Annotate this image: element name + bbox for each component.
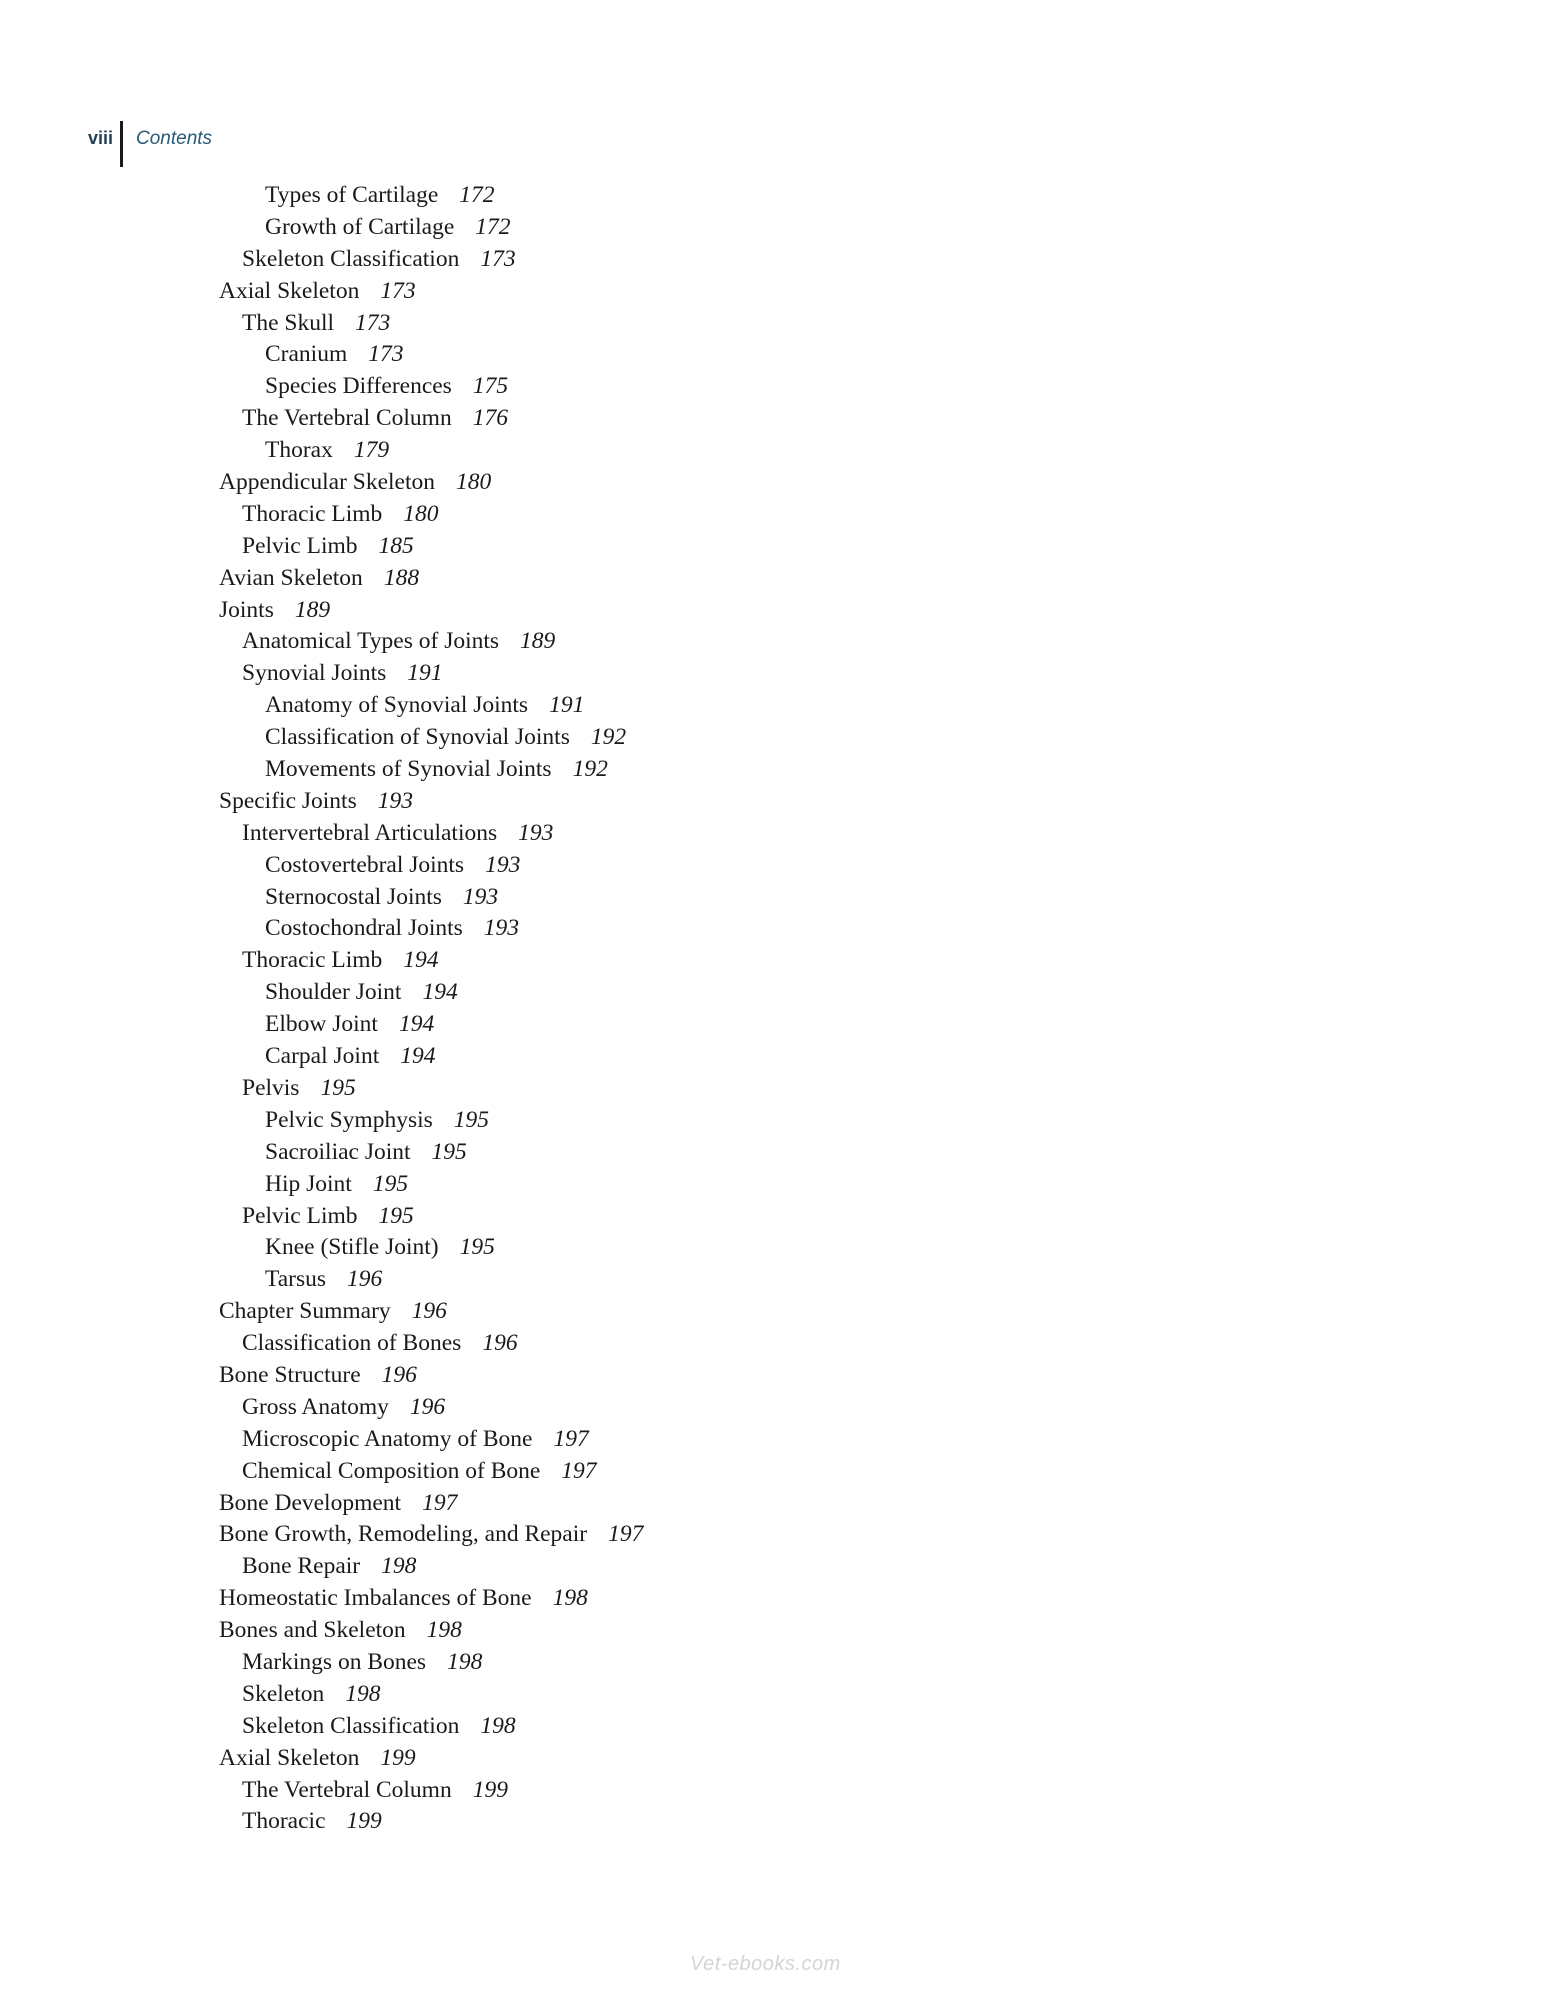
toc-entry[interactable] [219,371,643,403]
toc-entry-page-number: 192 [590,724,627,751]
toc-entry-title: Pelvis [242,1074,300,1101]
toc-entry[interactable] [219,1264,643,1296]
toc-entry-title: Growth of Cartilage [265,213,455,240]
toc-entry-page-number: 197 [422,1489,458,1516]
toc-entry[interactable] [219,467,643,499]
toc-entry-page-number: 188 [383,564,420,591]
toc-entry[interactable] [219,690,643,722]
toc-entry[interactable] [219,786,643,818]
toc-entry-title: Bone Structure [219,1361,361,1388]
toc-entry-page-number: 197 [608,1521,644,1548]
toc-entry-title: Tarsus [265,1266,327,1293]
toc-entry[interactable] [219,977,643,1009]
toc-entry[interactable] [219,595,643,627]
toc-entry-page-number: 199 [380,1744,416,1771]
toc-entry-title: Classification of Bones [242,1330,462,1357]
toc-entry-page-number: 172 [459,182,495,208]
toc-entry[interactable] [219,1679,643,1711]
toc-entry[interactable] [219,1169,643,1201]
toc-entry-page-number: 194 [403,947,439,974]
toc-entry-page-number: 173 [480,245,516,272]
toc-entry-page-number: 175 [472,373,509,400]
toc-entry-page-number: 179 [353,437,390,464]
toc-entry-title: Thoracic Limb [242,500,383,527]
toc-entry-page-number: 196 [347,1266,383,1293]
toc-entry-title: Markings on Bones [242,1648,427,1675]
toc-entry[interactable] [219,1328,643,1360]
toc-entry-title: Movements of Synovial Joints [265,756,552,783]
toc-entry[interactable] [219,722,643,754]
toc-entry-title: The Vertebral Column [242,1776,452,1803]
toc-entry-page-number: 194 [400,1043,436,1070]
toc-entry[interactable] [219,1456,643,1488]
toc-entry[interactable] [219,1009,643,1041]
toc-entry[interactable] [219,435,643,467]
toc-entry[interactable] [219,1519,643,1551]
toc-entry-page-number: 192 [572,756,608,783]
toc-entry[interactable] [219,1775,643,1807]
toc-entry-title: Intervertebral Articulations [242,819,498,846]
toc-entry[interactable] [219,1583,643,1615]
toc-entry-page-number: 197 [553,1425,589,1452]
toc-entry[interactable] [219,913,643,945]
toc-entry[interactable] [219,1743,643,1775]
toc-entry-page-number: 173 [355,309,391,336]
toc-entry-title: Costochondral Joints [265,915,463,942]
toc-entry-title: Anatomy of Synovial Joints [265,692,529,719]
toc-entry[interactable] [219,1201,643,1233]
toc-entry[interactable] [219,818,643,850]
toc-entry-title: Types of Cartilage [265,182,439,208]
toc-entry[interactable] [219,1296,643,1328]
toc-entry-page-number: 193 [485,851,521,878]
page-number: viii [88,128,114,148]
toc-entry-title: Gross Anatomy [242,1393,389,1420]
toc-entry-page-number: 185 [378,532,414,559]
toc-entry[interactable] [219,626,643,658]
toc-entry[interactable] [219,1137,643,1169]
toc-entry[interactable] [219,1232,643,1264]
toc-entry-title: Axial Skeleton [219,1744,360,1771]
toc-entry[interactable] [219,1806,643,1838]
toc-entry-title: Thorax [265,437,333,464]
toc-entry-title: Pelvic Limb [242,1202,358,1229]
toc-entry-page-number: 195 [453,1106,490,1133]
toc-entry[interactable] [219,276,643,308]
toc-entry-page-number: 193 [462,883,499,910]
toc-entry[interactable] [219,244,643,276]
watermark: Vet-ebooks.com [690,1953,841,1975]
toc-entry-page-number: 198 [345,1680,381,1707]
toc-entry-page-number: 173 [380,277,416,304]
toc-entry-page-number: 198 [426,1617,462,1644]
toc-entry-page-number: 180 [456,469,492,496]
toc-entry-title: Thoracic Limb [242,947,383,974]
toc-entry-page-number: 199 [472,1776,508,1803]
toc-entry-title: Synovial Joints [242,660,387,687]
toc-entry-title: Skeleton Classification [242,1712,460,1739]
toc-entry-page-number: 195 [431,1138,467,1165]
toc-entry[interactable] [219,1073,643,1105]
toc-entry-title: Specific Joints [219,787,357,814]
toc-entry-title: Costovertebral Joints [265,851,465,878]
toc-entry-title: Avian Skeleton [219,564,363,591]
toc-entry-page-number: 196 [411,1298,447,1325]
toc-entry-title: The Vertebral Column [242,405,452,432]
toc-entry-page-number: 194 [398,1011,435,1038]
toc-entry-page-number: 198 [447,1648,483,1675]
toc-entry-title: Microscopic Anatomy of Bone [242,1425,533,1452]
toc-entry-page-number: 197 [561,1457,597,1484]
toc-entry-page-number: 191 [549,692,585,719]
toc-entry-page-number: 196 [409,1393,446,1420]
toc-entry-title: Chemical Composition of Bone [242,1457,541,1484]
toc-entry-title: Joints [219,596,274,623]
toc-entry-page-number: 195 [320,1074,356,1101]
toc-entry-page-number: 193 [377,787,413,814]
toc-entry[interactable] [219,212,643,244]
toc-entry[interactable] [219,1551,643,1583]
toc-entry-title: Species Differences [265,373,452,400]
toc-entry[interactable] [219,563,643,595]
toc-entry-title: Classification of Synovial Joints [265,724,570,751]
toc-entry-title: Pelvic Symphysis [265,1106,433,1133]
toc-entry-page-number: 196 [381,1361,417,1388]
toc-entry-title: Hip Joint [265,1170,352,1197]
toc-entry-title: Chapter Summary [219,1298,391,1325]
toc-entry[interactable] [219,1105,643,1137]
toc-entry[interactable] [219,308,643,340]
toc-entry-title: Carpal Joint [265,1043,380,1070]
toc-entry[interactable] [219,1041,643,1073]
page-header [88,121,212,167]
toc-entry-page-number: 189 [520,628,556,655]
toc-entry-page-number: 195 [372,1170,409,1197]
toc-entry[interactable] [219,945,643,977]
toc-entry[interactable] [219,1392,643,1424]
toc-entry[interactable] [219,1647,643,1679]
toc-entry-title: Cranium [265,341,348,368]
toc-entry-page-number: 194 [422,979,458,1006]
toc-entry[interactable] [219,531,643,563]
toc-entry[interactable] [219,180,643,212]
toc-entry-title: Skeleton Classification [242,245,460,272]
toc-entry-page-number: 195 [378,1202,414,1229]
table-of-contents [219,180,643,1838]
toc-entry-title: Bone Repair [242,1553,361,1580]
toc-entry-page-number: 172 [475,213,511,240]
toc-entry[interactable] [219,754,643,786]
toc-entry-title: Bone Growth, Remodeling, and Repair [219,1521,588,1548]
toc-entry-title: Pelvic Limb [242,532,358,559]
toc-entry-page-number: 195 [459,1234,495,1261]
toc-entry[interactable] [219,1424,643,1456]
toc-entry-title: Thoracic [242,1808,326,1835]
toc-entry-title: Bones and Skeleton [219,1617,406,1644]
toc-entry-page-number: 191 [407,660,443,687]
toc-entry-page-number: 189 [294,596,331,623]
toc-entry-title: Elbow Joint [265,1011,378,1038]
toc-entry-title: Knee (Stifle Joint) [265,1234,439,1261]
toc-entry-title: Sacroiliac Joint [265,1138,411,1165]
toc-entry-page-number: 196 [482,1330,518,1357]
toc-entry[interactable] [219,1615,643,1647]
toc-entry-page-number: 198 [480,1712,516,1739]
toc-entry-title: Axial Skeleton [219,277,360,304]
toc-entry-title: Shoulder Joint [265,979,402,1006]
toc-entry-title: Anatomical Types of Joints [242,628,500,655]
toc-entry[interactable] [219,850,643,882]
toc-entry[interactable] [219,1711,643,1743]
toc-entry-title: Sternocostal Joints [265,883,442,910]
toc-entry[interactable] [219,658,643,690]
toc-entry[interactable] [219,1360,643,1392]
toc-entry-title: Skeleton [242,1680,325,1707]
toc-entry-page-number: 176 [472,405,508,432]
toc-entry-page-number: 198 [552,1585,588,1612]
toc-entry-title: Homeostatic Imbalances of Bone [219,1585,532,1612]
toc-entry[interactable] [219,1488,643,1520]
toc-entry-page-number: 198 [381,1553,417,1580]
toc-entry[interactable] [219,339,643,371]
toc-entry-page-number: 199 [346,1808,382,1835]
toc-entry-page-number: 173 [368,341,404,368]
toc-entry-page-number: 193 [518,819,554,846]
toc-entry-title: Bone Development [219,1489,402,1516]
toc-entry-page-number: 193 [483,915,520,942]
toc-entry-page-number: 180 [403,500,439,527]
toc-entry-title: The Skull [242,309,335,336]
toc-entry-title: Appendicular Skeleton [219,469,436,496]
toc-entry[interactable] [219,882,643,914]
running-head: Contents [136,127,213,149]
toc-entry[interactable] [219,499,643,531]
toc-entry[interactable] [219,403,643,435]
